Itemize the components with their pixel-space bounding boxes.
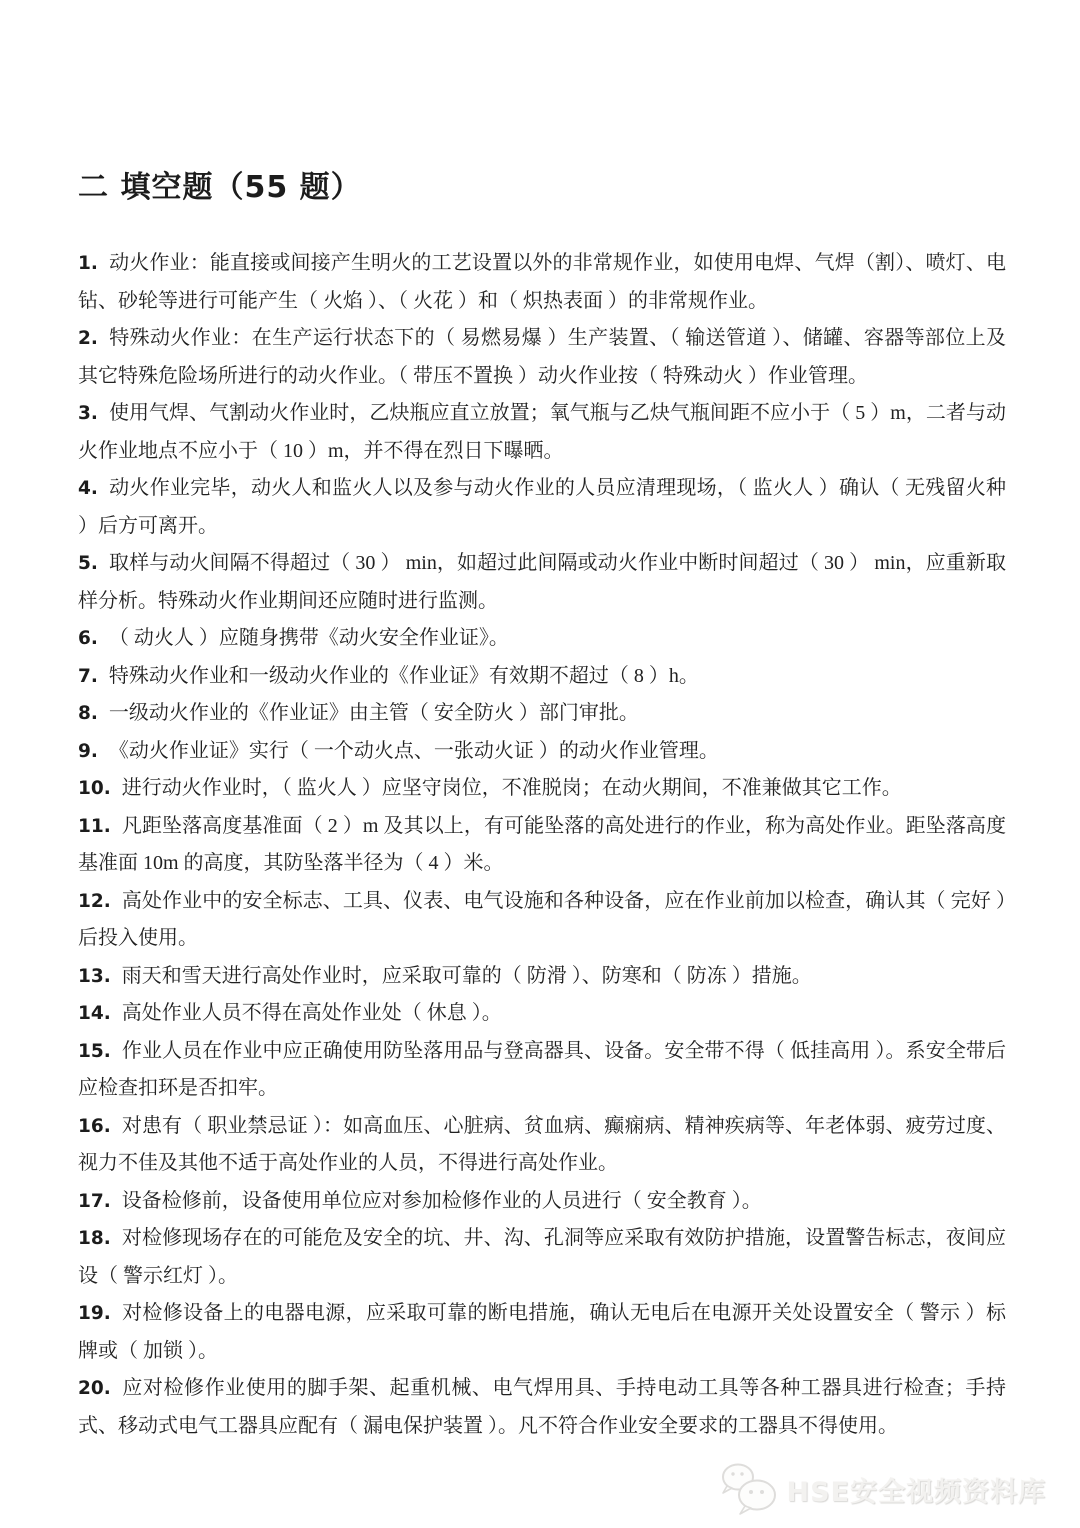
question-text: 作业人员在作业中应正确使用防坠落用品与登高器具、设备。安全带不得（ 低挂高用 ）。系安全带后应检查扣环是否扣牢。 bbox=[78, 1039, 1006, 1099]
question-text: 动火作业：能直接或间接产生明火的工艺设置以外的非常规作业，如使用电焊、气焊（割）、喷灯、电钻、砂轮等进行可能产生（ 火焰 ）、（ 火花 ）和（ 炽热表面 ）的非常规作业。 bbox=[78, 252, 1006, 312]
question-text: 应对检修作业使用的脚手架、起重机械、电气焊用具、手持电动工具等各种工器具进行检查；手持式、移动式电气工器具应配有（ 漏电保护装置 ）。凡不符合作业安全要求的工器具不得使用。 bbox=[78, 1377, 1006, 1437]
question-text: 雨天和雪天进行高处作业时，应采取可靠的（ 防滑 ）、防寒和（ 防冻 ）措施。 bbox=[116, 964, 812, 987]
question-number: 6. bbox=[78, 628, 98, 649]
question-text: 高处作业中的安全标志、工具、仪表、电气设施和各种设备，应在作业前加以检查，确认其（ 完好 ）后投入使用。 bbox=[78, 889, 1006, 949]
question-number: 13. bbox=[78, 965, 111, 987]
question-number: 14. bbox=[78, 1003, 111, 1024]
question-text: 对检修设备上的电器电源，应采取可靠的断电措施，确认无电后在电源开关处设置安全（ 警示 ）标牌或（ 加锁 ）。 bbox=[78, 1302, 1006, 1362]
question-text: 进行动火作业时，（ 监火人 ）应坚守岗位，不准脱岗；在动火期间，不准兼做其它工作。 bbox=[116, 777, 902, 799]
question-text: 对患有（ 职业禁忌证 ）：如高血压、心脏病、贫血病、癫痫病、精神疾病等、年老体弱、疲劳过度、视力不佳及其他不适于高处作业的人员，不得进行高处作业。 bbox=[78, 1114, 1006, 1174]
question-item bbox=[78, 620, 1006, 658]
question-item bbox=[78, 245, 1006, 320]
question-item bbox=[78, 695, 1006, 733]
question-number: 19. bbox=[78, 1303, 111, 1324]
question-number: 7. bbox=[78, 665, 98, 687]
question-number: 20. bbox=[78, 1378, 111, 1399]
question-item bbox=[78, 1108, 1006, 1183]
question-text: 高处作业人员不得在高处作业处（ 休息 ）。 bbox=[116, 1002, 502, 1024]
question-number: 3. bbox=[78, 403, 98, 424]
question-item bbox=[78, 1370, 1006, 1445]
question-number: 1. bbox=[78, 253, 98, 274]
question-item bbox=[78, 1183, 1006, 1221]
question-number: 18. bbox=[78, 1228, 111, 1249]
question-text: 取样与动火间隔不得超过（ 30 ） min，如超过此间隔或动火作业中断时间超过（ 30 ） min，应重新取样分析。特殊动火作业期间还应随时进行监测。 bbox=[78, 552, 1006, 612]
question-number: 12. bbox=[78, 890, 111, 912]
question-item bbox=[78, 883, 1006, 958]
question-item bbox=[78, 658, 1006, 696]
question-item bbox=[78, 320, 1006, 395]
question-text: 特殊动火作业和一级动火作业的《作业证》有效期不超过（ 8 ）h。 bbox=[103, 664, 699, 687]
wechat-icon bbox=[717, 1460, 781, 1518]
question-item bbox=[78, 1033, 1006, 1108]
question-item bbox=[78, 958, 1006, 996]
question-item bbox=[78, 1295, 1006, 1370]
question-text: 动火作业完毕，动火人和监火人以及参与动火作业的人员应清理现场，（ 监火人 ）确认（ 无残留火种 ）后方可离开。 bbox=[78, 477, 1006, 537]
question-item bbox=[78, 808, 1006, 883]
section-title: 二 填空题（55 题） bbox=[78, 170, 362, 205]
question-text: 使用气焊、气割动火作业时，乙炔瓶应直立放置；氧气瓶与乙炔气瓶间距不应小于（ 5 ）m，二者与动火作业地点不应小于（ 10 ）m，并不得在烈日下曝晒。 bbox=[78, 402, 1006, 462]
question-number: 8. bbox=[78, 703, 98, 724]
question-text: 设备检修前，设备使用单位应对参加检修作业的人员进行（ 安全教育 ）。 bbox=[116, 1189, 762, 1212]
question-number: 11. bbox=[78, 815, 111, 837]
question-number: 10. bbox=[78, 778, 111, 799]
question-list bbox=[78, 245, 1006, 1445]
question-number: 15. bbox=[78, 1040, 111, 1062]
question-item bbox=[78, 1220, 1006, 1295]
watermark-text: HSE安全视频资料库 bbox=[786, 1476, 1046, 1508]
question-text: （ 动火人 ）应随身携带《动火安全作业证》。 bbox=[103, 627, 509, 649]
question-number: 4. bbox=[78, 478, 98, 499]
question-text: 一级动火作业的《作业证》由主管（ 安全防火 ）部门审批。 bbox=[103, 702, 639, 724]
question-number: 2. bbox=[78, 328, 98, 349]
question-text: 凡距坠落高度基准面（ 2 ）m 及其以上，有可能坠落的高处进行的作业，称为高处作业。距坠落高度基准面 10m 的高度，其防坠落半径为（ 4 ）米。 bbox=[78, 814, 1006, 874]
question-item bbox=[78, 395, 1006, 470]
question-text: 《动火作业证》实行（ 一个动火点、一张动火证 ）的动火作业管理。 bbox=[103, 739, 719, 762]
question-item bbox=[78, 470, 1006, 545]
question-number: 16. bbox=[78, 1115, 111, 1137]
question-item bbox=[78, 545, 1006, 620]
question-item bbox=[78, 995, 1006, 1033]
question-number: 9. bbox=[78, 740, 98, 762]
question-text: 特殊动火作业：在生产运行状态下的（ 易燃易爆 ）生产装置、（ 输送管道 ）、储罐、容器等部位上及其它特殊危险场所进行的动火作业。（ 带压不置换 ）动火作业按（ 特殊动火 ）作业管理。 bbox=[78, 327, 1006, 387]
question-number: 5. bbox=[78, 553, 98, 574]
question-text: 对检修现场存在的可能危及安全的坑、井、沟、孔洞等应采取有效防护措施，设置警告标志，夜间应设（ 警示红灯 ）。 bbox=[78, 1227, 1006, 1287]
watermark bbox=[717, 1460, 1047, 1518]
question-number: 17. bbox=[78, 1190, 111, 1212]
question-item bbox=[78, 770, 1006, 808]
question-item bbox=[78, 733, 1006, 771]
